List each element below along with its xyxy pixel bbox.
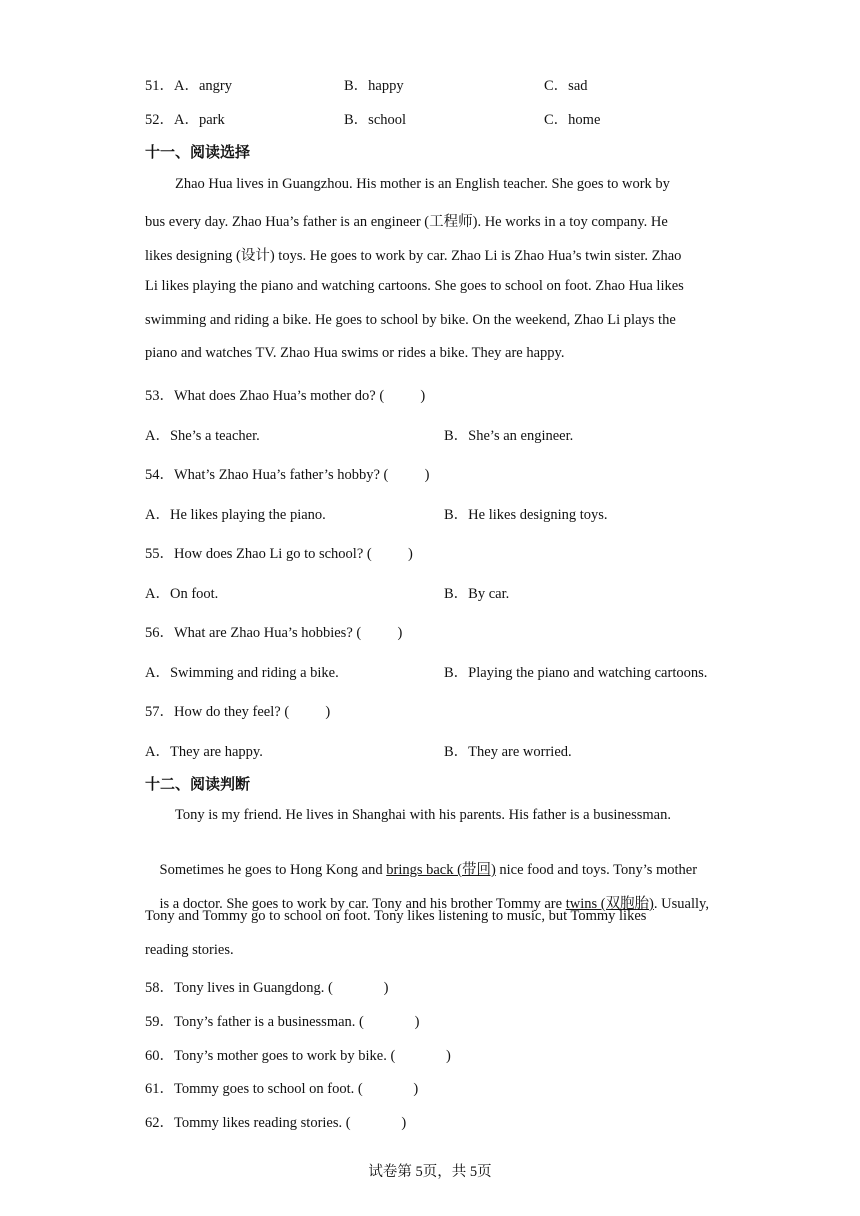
passage-line: piano and watches TV. Zhao Hua swims or rides a bike. They are happy. xyxy=(145,345,565,361)
passage-line: reading stories. xyxy=(145,942,234,958)
option-b: B．They are worried. xyxy=(444,744,572,760)
question-52 xyxy=(145,108,225,129)
question-57: 57．How do they feel? ( ) xyxy=(145,704,331,720)
option-a: A．On foot. xyxy=(145,586,219,602)
option-c: C．home xyxy=(544,112,601,128)
underlined-phrase: twins (双胞胎) xyxy=(565,896,654,912)
option-b: B．Playing the piano and watching cartoons. xyxy=(444,665,708,681)
statement-61: 61．Tommy goes to school on foot. ( ) xyxy=(145,1081,419,1097)
statement-62: 62．Tommy likes reading stories. ( ) xyxy=(145,1115,407,1131)
option-b: B．By car. xyxy=(444,586,510,602)
question-51 xyxy=(145,74,232,95)
option-b: B．school xyxy=(344,112,407,128)
option-a: A．angry xyxy=(174,78,232,94)
passage-text: is a doctor. She goes to work by car. Tony and his brother Tommy are xyxy=(159,896,566,912)
passage-line: likes designing (设计) toys. He goes to work by car. Zhao Li is Zhao Hua’s twin sister. Zhao xyxy=(145,248,682,264)
option-a: A．He likes playing the piano. xyxy=(145,507,326,523)
option-a: A．She’s a teacher. xyxy=(145,428,260,444)
passage-line: Tony and Tommy go to school on foot. Tony likes listening to music, but Tommy likes xyxy=(145,908,647,924)
question-56: 56．What are Zhao Hua’s hobbies? ( ) xyxy=(145,625,403,641)
page-footer: 试卷第 5页，共 5页 xyxy=(368,1164,492,1180)
question-number: 52． xyxy=(145,112,174,128)
passage-text: nice food and toys. Tony’s mother xyxy=(495,862,698,878)
statement-60: 60．Tony’s mother goes to work by bike. ( ) xyxy=(145,1048,451,1064)
passage-line: swimming and riding a bike. He goes to school by bike. On the weekend, Zhao Li plays the xyxy=(145,312,676,328)
passage-line: Li likes playing the piano and watching cartoons. She goes to school on foot. Zhao Hua likes xyxy=(145,278,684,294)
question-53: 53．What does Zhao Hua’s mother do? ( ) xyxy=(145,388,426,404)
statement-59: 59．Tony’s father is a businessman. ( ) xyxy=(145,1014,420,1030)
option-a: A．Swimming and riding a bike. xyxy=(145,665,339,681)
passage-line: Tony is my friend. He lives in Shanghai with his parents. His father is a businessman. xyxy=(175,807,671,823)
section-heading-reading-judgement: 十二、阅读判断 xyxy=(145,777,251,793)
question-54: 54．What’s Zhao Hua’s father’s hobby? ( ) xyxy=(145,467,430,483)
passage-text: . Usually, xyxy=(653,896,709,912)
option-c: C．sad xyxy=(544,78,588,94)
passage-text: Sometimes he goes to Hong Kong and xyxy=(159,862,387,878)
passage-line: bus every day. Zhao Hua’s father is an engineer (工程师). He works in a toy company. He xyxy=(145,214,668,230)
underlined-phrase: brings back (带回) xyxy=(386,862,496,878)
option-b: B．happy xyxy=(344,78,404,94)
question-55: 55．How does Zhao Li go to school? ( ) xyxy=(145,546,413,562)
option-b: B．She’s an engineer. xyxy=(444,428,574,444)
statement-58: 58．Tony lives in Guangdong. ( ) xyxy=(145,980,389,996)
option-a: A．They are happy. xyxy=(145,744,263,760)
option-a: A．park xyxy=(174,112,225,128)
section-heading-reading-choice: 十一、阅读选择 xyxy=(145,145,251,161)
passage-line: Zhao Hua lives in Guangzhou. His mother is an English teacher. She goes to work by xyxy=(175,176,670,192)
option-b: B．He likes designing toys. xyxy=(444,507,608,523)
question-number: 51． xyxy=(145,78,174,94)
